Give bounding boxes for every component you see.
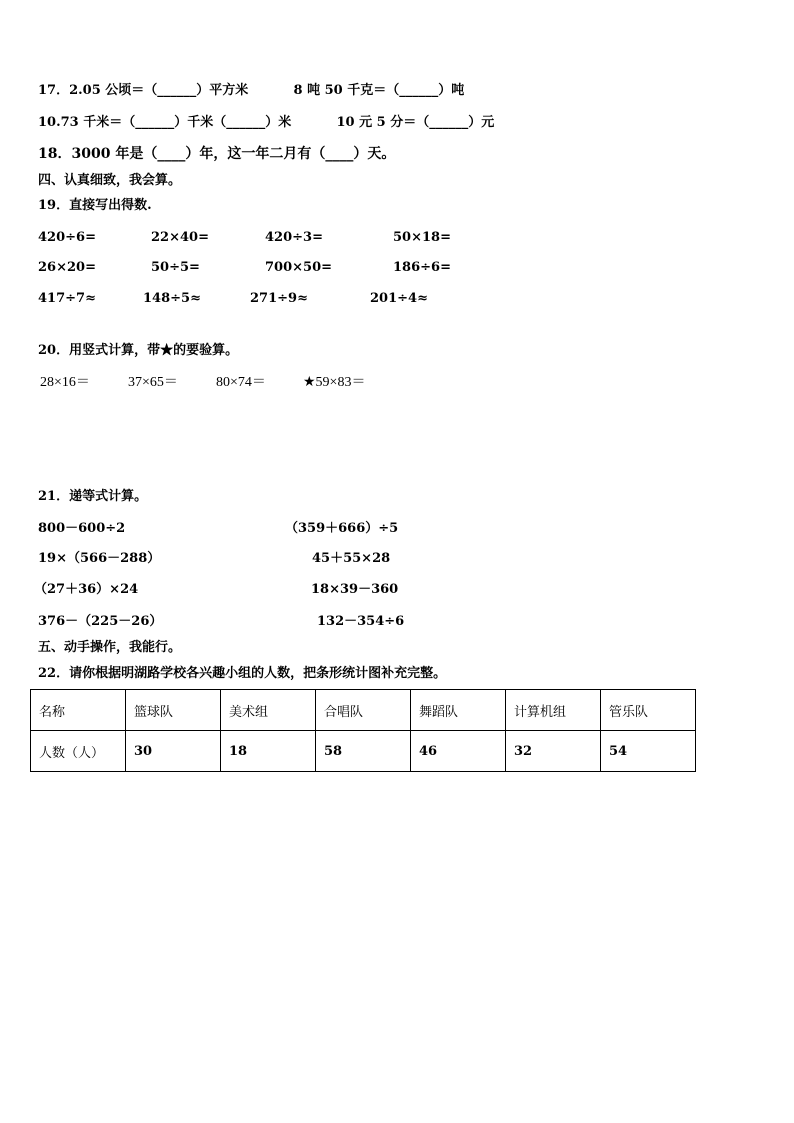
q19-item: 22×40= — [151, 230, 209, 245]
section-4-heading: 四、认真细致，我会算。 — [38, 173, 182, 188]
q19-item: 50×18= — [393, 230, 451, 245]
q19-item: 420÷3= — [265, 230, 323, 245]
q19-item: 700×50= — [265, 260, 333, 275]
q21-item: （359＋666）÷5 — [285, 521, 399, 536]
table-cell: 46 — [411, 731, 506, 772]
table-cell: 名称 — [31, 690, 126, 731]
interest-group-table — [30, 689, 696, 772]
q19-item: 417÷7≈ — [38, 291, 96, 306]
q17-line1: 17．2.05 公顷＝（______）平方米 8 吨 50 千克＝（______）吨 — [38, 83, 465, 98]
q21-item: 45＋55×28 — [312, 551, 391, 566]
q20-item: ★59×83＝ — [303, 375, 366, 390]
q22-title: 22．请你根据明湖路学校各兴趣小组的人数，把条形统计图补充完整。 — [38, 666, 447, 681]
q21-item: 18×39－360 — [311, 582, 399, 597]
q21-item: 132－354÷6 — [317, 614, 405, 629]
q21-item: （27＋36）×24 — [34, 582, 139, 597]
q21-item: 376－（225－26） — [38, 614, 163, 629]
table-row — [31, 731, 696, 772]
table-cell: 篮球队 — [126, 690, 221, 731]
table-cell: 合唱队 — [316, 690, 411, 731]
q21-item: 19×（566－288） — [38, 551, 161, 566]
table-cell: 32 — [506, 731, 601, 772]
table-cell: 30 — [126, 731, 221, 772]
q19-item: 201÷4≈ — [370, 291, 428, 306]
q19-item: 148÷5≈ — [143, 291, 201, 306]
q19-item: 50÷5= — [151, 260, 200, 275]
q21-title: 21．递等式计算。 — [38, 489, 148, 504]
q20-title: 20．用竖式计算，带★的要验算。 — [38, 343, 239, 358]
q18: 18．3000 年是（____）年，这一年二月有（____）天。 — [38, 146, 396, 162]
section-5-heading: 五、动手操作，我能行。 — [38, 640, 182, 655]
q19-item: 26×20= — [38, 260, 96, 275]
table-cell: 54 — [601, 731, 696, 772]
q21-item: 800－600÷2 — [38, 521, 126, 536]
q20-item: 80×74＝ — [216, 375, 266, 390]
table-cell: 计算机组 — [506, 690, 601, 731]
q19-item: 271÷9≈ — [250, 291, 308, 306]
table-cell: 管乐队 — [601, 690, 696, 731]
table-cell: 舞蹈队 — [411, 690, 506, 731]
table-cell: 人数（人） — [31, 731, 126, 772]
q20-item: 28×16＝ — [40, 375, 90, 390]
q19-title: 19．直接写出得数. — [38, 198, 152, 213]
table-header-row — [31, 690, 696, 731]
table-cell: 58 — [316, 731, 411, 772]
q19-item: 420÷6= — [38, 230, 96, 245]
q17-line2: 10.73 千米＝（______）千米（______）米 10 元 5 分＝（______）元 — [38, 115, 495, 130]
q19-item: 186÷6= — [393, 260, 451, 275]
table-cell: 18 — [221, 731, 316, 772]
table-cell: 美术组 — [221, 690, 316, 731]
q20-item: 37×65＝ — [128, 375, 178, 390]
